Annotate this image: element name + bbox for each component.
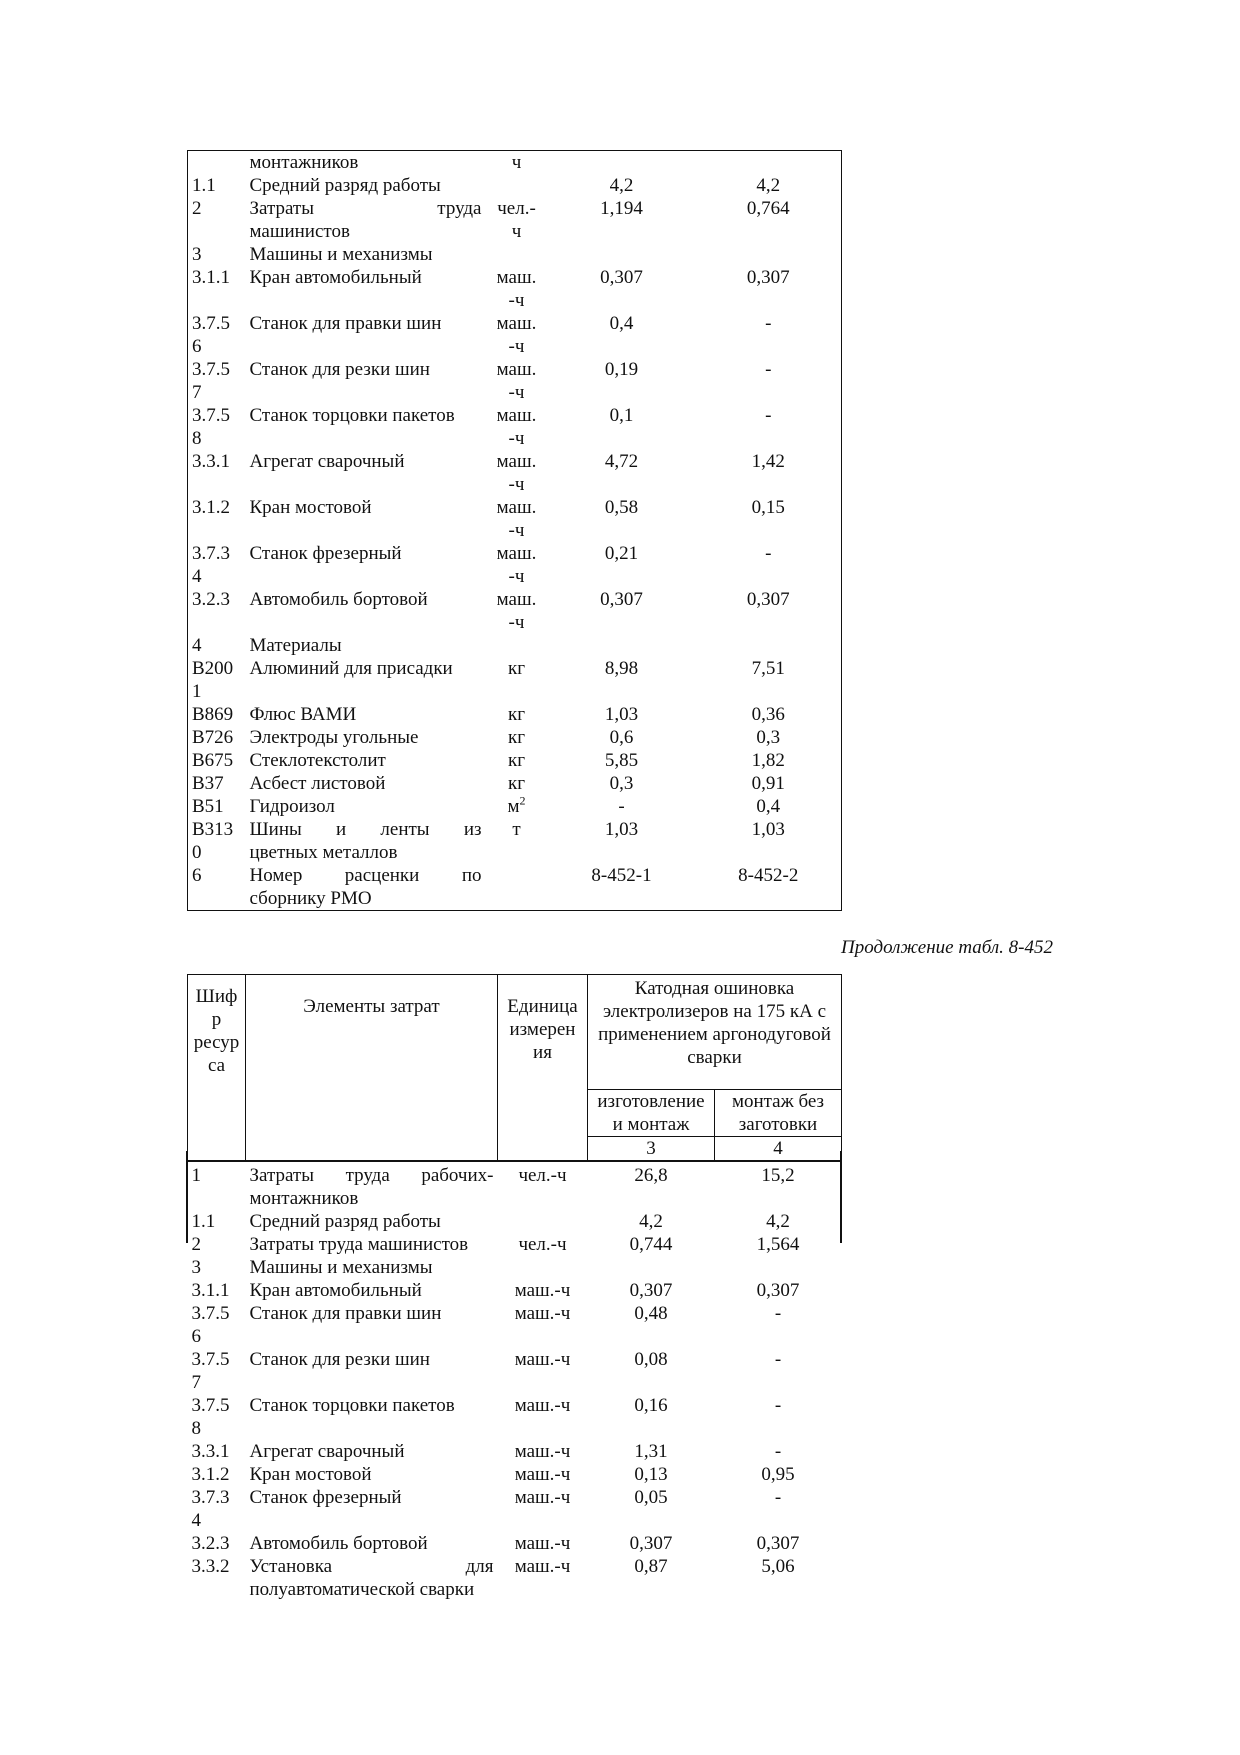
unit-part: -ч xyxy=(508,428,525,449)
cell-name: Автомобиль бортовой xyxy=(249,1533,428,1554)
table2-left-rule xyxy=(186,1151,188,1243)
unit-part: ч xyxy=(511,221,522,242)
cell-unit: кг xyxy=(507,773,526,794)
cell-name xyxy=(246,197,486,243)
name-part: цветных металлов xyxy=(249,842,398,863)
cell-name: Асбест листовой xyxy=(249,773,386,794)
cell-code: 3 xyxy=(192,244,202,265)
cell-code: 3.3.1 xyxy=(192,451,230,472)
table-row xyxy=(188,588,842,634)
table-row xyxy=(188,243,842,266)
table-row xyxy=(188,1394,842,1440)
header-unit-line: Единица xyxy=(507,996,578,1017)
cell-value-2: 1,82 xyxy=(751,750,785,771)
code-part: 3.7.5 xyxy=(192,313,230,334)
table-header-row xyxy=(188,975,842,1090)
unit-part: -ч xyxy=(508,566,525,587)
cell-value-2: - xyxy=(774,1487,782,1508)
cell-value-1: 0,1 xyxy=(609,405,634,426)
table-row xyxy=(188,496,842,542)
table-row xyxy=(188,703,842,726)
cell-name: Средний разряд работы xyxy=(249,175,441,196)
cell-value-2: - xyxy=(774,1441,782,1462)
cell-name: Кран автомобильный xyxy=(249,267,422,288)
table-row xyxy=(188,1440,842,1463)
cell-value-2: - xyxy=(774,1395,782,1416)
cell-code xyxy=(188,657,246,703)
cell-name xyxy=(246,1161,498,1210)
cell-code xyxy=(188,1486,246,1532)
cell-value-1: 0,58 xyxy=(604,497,639,518)
cell-name: Материалы xyxy=(249,635,342,656)
name-part: машинистов xyxy=(249,221,350,242)
name-part: Установка xyxy=(249,1556,333,1577)
cell-unit: маш.-ч xyxy=(514,1464,571,1485)
code-part: 7 xyxy=(192,382,202,403)
name-part: и xyxy=(336,819,347,840)
cell-code: 3.2.3 xyxy=(191,1533,230,1554)
cell-value-1: 0,3 xyxy=(609,773,634,794)
unit-text: м xyxy=(507,796,520,817)
cell-value-1: 1,03 xyxy=(604,704,639,725)
name-part: по xyxy=(461,865,482,886)
cell-code xyxy=(188,1348,246,1394)
cell-code: В869 xyxy=(192,704,234,725)
name-part: из xyxy=(463,819,482,840)
table-row xyxy=(188,1161,842,1210)
cell-value-1: 0,13 xyxy=(634,1464,668,1485)
code-part: 3.7.5 xyxy=(191,1395,230,1416)
cell-unit: т xyxy=(512,819,521,840)
table-row xyxy=(188,749,842,772)
unit-part: маш. xyxy=(496,267,537,288)
table-row xyxy=(188,657,842,703)
table-row xyxy=(188,864,842,911)
cell-value-1: 1,31 xyxy=(634,1441,668,1462)
unit-part: -ч xyxy=(508,336,525,357)
cell-code: 3.2.3 xyxy=(192,589,230,610)
cell-name: Кран мостовой xyxy=(249,1464,372,1485)
cell-value-2: 0,95 xyxy=(761,1464,795,1485)
cell-code: 1 xyxy=(188,1161,246,1210)
header-sub-1: изготовление и монтаж xyxy=(588,1090,715,1137)
table-row xyxy=(188,197,842,243)
cell-code xyxy=(188,1394,246,1440)
cell-unit: маш.-ч xyxy=(514,1280,571,1301)
cell-value-2: 0,764 xyxy=(746,198,790,219)
name-part: сборнику РМО xyxy=(249,888,372,909)
cell-unit: кг xyxy=(507,750,526,771)
table-row xyxy=(188,1279,842,1302)
cell-name: Алюминий для присадки xyxy=(249,658,453,679)
name-part: Номер xyxy=(249,865,303,886)
cell-code: 3.3.2 xyxy=(191,1556,230,1577)
cell-code: 2 xyxy=(192,198,202,219)
cell-value-2: 4,2 xyxy=(756,175,781,196)
cell-value-1: 0,307 xyxy=(629,1280,673,1301)
unit-part: -ч xyxy=(508,382,525,403)
table-row xyxy=(188,1233,842,1256)
cell-name: Станок фрезерный xyxy=(249,543,402,564)
cell-value-2: 0,307 xyxy=(756,1533,800,1554)
table-row xyxy=(188,1210,842,1233)
header-code-line: р xyxy=(211,1009,222,1030)
name-part: труда xyxy=(345,1165,390,1186)
cell-value-1: 0,19 xyxy=(604,359,639,380)
table-row xyxy=(188,1486,842,1532)
code-part: 3.7.5 xyxy=(192,359,230,380)
cell-unit: чел.-ч xyxy=(518,1234,567,1255)
code-part: 0 xyxy=(192,842,202,863)
cell-unit xyxy=(486,358,548,404)
code-part: 7 xyxy=(191,1372,201,1393)
cell-value-1: 0,48 xyxy=(634,1303,668,1324)
name-part: полуавтоматической сварки xyxy=(249,1579,475,1600)
name-part: для xyxy=(465,1556,494,1577)
cell-name: Станок для правки шин xyxy=(249,1303,442,1324)
header-code-line: ресур xyxy=(193,1032,240,1053)
cell-unit: ч xyxy=(511,152,522,173)
table-row xyxy=(188,726,842,749)
resource-table-part2 xyxy=(187,974,842,1601)
table-row xyxy=(188,312,842,358)
cell-name xyxy=(246,864,486,911)
cell-unit: чел.-ч xyxy=(498,1161,588,1210)
cell-code: В51 xyxy=(192,796,224,817)
unit-superscript: 2 xyxy=(519,793,526,808)
cell-name: Станок для правки шин xyxy=(249,313,442,334)
cell-name: Станок для резки шин xyxy=(249,1349,430,1370)
table-row xyxy=(188,1532,842,1555)
table-row xyxy=(188,772,842,795)
cell-value-2: 1,564 xyxy=(756,1234,800,1255)
cell-name: Станок торцовки пакетов xyxy=(249,1395,455,1416)
header-num-4: 4 xyxy=(715,1137,842,1162)
table-row xyxy=(188,795,842,818)
cell-value-1: 4,2 xyxy=(609,175,634,196)
cell-code: 4 xyxy=(192,635,202,656)
unit-part: -ч xyxy=(508,290,525,311)
name-part: труда xyxy=(437,198,482,219)
table-row xyxy=(188,1348,842,1394)
cell-name: Стеклотекстолит xyxy=(249,750,386,771)
cell-value-1: 0,4 xyxy=(609,313,634,334)
cell-value-1: 0,744 xyxy=(629,1234,673,1255)
cell-name: Гидроизол xyxy=(249,796,335,817)
cell-value-1: 8-452-1 xyxy=(591,865,652,886)
cell-value-2: 0,307 xyxy=(756,1280,800,1301)
code-part: 6 xyxy=(192,336,202,357)
code-part: 3.7.3 xyxy=(191,1487,230,1508)
cell-name: монтажников xyxy=(249,152,359,173)
cell-code xyxy=(188,542,246,588)
table2-right-rule xyxy=(840,1151,842,1243)
cell-name: Затраты труда машинистов xyxy=(249,1234,469,1255)
header-unit-line: измерен xyxy=(509,1019,576,1040)
cell-unit: маш.-ч xyxy=(514,1533,571,1554)
cell-value-1: 0,05 xyxy=(634,1487,668,1508)
cell-code: 3.1.2 xyxy=(192,497,230,518)
cell-code xyxy=(188,312,246,358)
cell-value-2: - xyxy=(774,1349,782,1370)
name-part: монтажников xyxy=(249,1188,359,1209)
cell-unit: кг xyxy=(507,727,526,748)
cell-value-2: 0,3 xyxy=(756,727,781,748)
name-part: Затраты xyxy=(249,1165,315,1186)
unit-part: маш. xyxy=(496,589,537,610)
cell-unit xyxy=(486,496,548,542)
unit-part: маш. xyxy=(496,543,537,564)
name-part: расценки xyxy=(344,865,420,886)
cell-value-1: 0,307 xyxy=(629,1533,673,1554)
cell-unit: маш.-ч xyxy=(514,1441,571,1462)
cell-value-1: 0,6 xyxy=(609,727,634,748)
code-part: 8 xyxy=(192,428,202,449)
cell-name: Станок фрезерный xyxy=(249,1487,402,1508)
cell-unit: кг xyxy=(507,658,526,679)
cell-name: Электроды угольные xyxy=(249,727,419,748)
cell-value-2: - xyxy=(765,359,772,380)
header-sub-2: монтаж без заготовки xyxy=(715,1090,842,1137)
cell-value-2: - xyxy=(765,313,772,334)
unit-part: маш. xyxy=(496,405,537,426)
code-part: В200 xyxy=(192,658,234,679)
cell-value-1: 4,72 xyxy=(604,451,639,472)
header-unit-line: ия xyxy=(533,1042,552,1063)
unit-part: маш. xyxy=(496,451,537,472)
cell-unit: маш.-ч xyxy=(514,1349,571,1370)
table-row xyxy=(188,266,842,312)
cell-unit xyxy=(486,542,548,588)
cell-unit: маш.-ч xyxy=(514,1303,571,1324)
cell-unit xyxy=(486,266,548,312)
unit-part: чел.- xyxy=(497,198,536,219)
cell-value-2: 5,06 xyxy=(761,1556,795,1577)
cell-unit: маш.-ч xyxy=(514,1395,571,1416)
table-row xyxy=(188,634,842,657)
table-row xyxy=(188,151,842,175)
cell-name: Флюс ВАМИ xyxy=(249,704,357,725)
cell-value-1: 0,307 xyxy=(600,589,643,610)
cell-value-1: 26,8 xyxy=(588,1161,715,1210)
cell-value-2: 1,42 xyxy=(751,451,785,472)
cell-value-2: 7,51 xyxy=(751,658,785,679)
table-row xyxy=(188,450,842,496)
name-part: ленты xyxy=(380,819,430,840)
cell-code: 2 xyxy=(191,1234,201,1255)
cell-value-1: 0,87 xyxy=(634,1556,668,1577)
unit-part: маш. xyxy=(496,359,537,380)
cell-value-2: - xyxy=(774,1303,782,1324)
cell-value-1: 0,21 xyxy=(604,543,639,564)
header-name-text: Элементы затрат xyxy=(303,996,440,1017)
cell-code xyxy=(188,1302,246,1348)
cell-code xyxy=(188,404,246,450)
cell-unit: кг xyxy=(507,704,526,725)
header-group xyxy=(588,975,842,1090)
unit-part: маш. xyxy=(496,313,537,334)
cell-unit xyxy=(486,450,548,496)
cell-code: 3.1.2 xyxy=(191,1464,230,1485)
code-part: 8 xyxy=(191,1418,201,1439)
code-part: 4 xyxy=(191,1510,201,1531)
header-code xyxy=(188,975,246,1162)
cell-name: Кран мостовой xyxy=(249,497,372,518)
cell-name: Машины и механизмы xyxy=(249,244,433,265)
code-part: 3.7.5 xyxy=(191,1303,230,1324)
cell-value-2: 15,2 xyxy=(715,1161,842,1210)
cell-code xyxy=(188,358,246,404)
cell-name xyxy=(246,1555,498,1601)
table-row xyxy=(188,174,842,197)
cell-code: 1.1 xyxy=(192,175,216,196)
cell-value-2: 4,2 xyxy=(766,1211,790,1232)
code-part: 4 xyxy=(192,566,202,587)
cell-name: Станок торцовки пакетов xyxy=(249,405,455,426)
cell-value-2: 8-452-2 xyxy=(738,865,799,886)
cell-name: Агрегат сварочный xyxy=(249,451,405,472)
cell-unit: маш.-ч xyxy=(514,1556,571,1577)
table-row xyxy=(188,542,842,588)
header-code-line: Шиф xyxy=(195,986,238,1007)
cell-value-1: 1,03 xyxy=(604,819,639,840)
table-row xyxy=(188,1463,842,1486)
cell-name xyxy=(246,818,486,864)
table-row xyxy=(188,818,842,864)
table-row xyxy=(188,1302,842,1348)
cell-value-1: - xyxy=(618,796,625,817)
cell-code: 3.3.1 xyxy=(191,1441,230,1462)
cell-unit xyxy=(486,404,548,450)
code-part: 1 xyxy=(192,681,202,702)
cell-value-2: 1,03 xyxy=(751,819,785,840)
cell-value-1: 0,16 xyxy=(634,1395,668,1416)
cell-code: 3.1.1 xyxy=(192,267,230,288)
cell-value-2: - xyxy=(765,405,772,426)
cell-code xyxy=(188,818,246,864)
cell-name: Агрегат сварочный xyxy=(249,1441,405,1462)
cell-name: Машины и механизмы xyxy=(249,1257,433,1278)
unit-part: -ч xyxy=(508,520,525,541)
cell-value-2: 0,15 xyxy=(751,497,785,518)
cell-value-2: 0,307 xyxy=(746,267,790,288)
table-row xyxy=(188,358,842,404)
header-group-text: Катодная ошиновка электролизеров на 175 кА с применением аргонодуговой сварки xyxy=(598,978,831,1068)
cell-unit xyxy=(486,312,548,358)
table-row xyxy=(188,1555,842,1601)
cell-code: В675 xyxy=(192,750,234,771)
cell-unit: маш.-ч xyxy=(514,1487,571,1508)
cell-code: 3 xyxy=(191,1257,201,1278)
resource-table-part1 xyxy=(187,150,842,911)
unit-part: -ч xyxy=(508,474,525,495)
table-caption: Продолжение табл. 8-452 xyxy=(840,937,1053,958)
cell-code: 1.1 xyxy=(191,1211,216,1232)
cell-value-1: 0,08 xyxy=(634,1349,668,1370)
cell-value-2: - xyxy=(765,543,772,564)
name-part: Затраты xyxy=(249,198,315,219)
cell-value-1: 4,2 xyxy=(639,1211,663,1232)
cell-value-1: 0,307 xyxy=(600,267,643,288)
cell-code: 6 xyxy=(192,865,202,886)
code-part: 3.7.3 xyxy=(192,543,230,564)
table-row xyxy=(188,1256,842,1279)
header-unit xyxy=(498,975,588,1162)
code-part: В313 xyxy=(192,819,234,840)
cell-unit xyxy=(486,795,548,818)
name-part: рабочих- xyxy=(421,1165,494,1186)
cell-unit xyxy=(486,588,548,634)
cell-value-2: 0,91 xyxy=(751,773,785,794)
header-name xyxy=(246,975,498,1162)
cell-name: Средний разряд работы xyxy=(249,1211,441,1232)
cell-value-1: 5,85 xyxy=(604,750,639,771)
cell-value-1: 8,98 xyxy=(604,658,639,679)
header-num-3: 3 xyxy=(588,1137,715,1162)
code-part: 3.7.5 xyxy=(192,405,230,426)
cell-value-2: 0,36 xyxy=(751,704,785,725)
cell-name: Автомобиль бортовой xyxy=(249,589,428,610)
cell-value-2: 0,4 xyxy=(756,796,781,817)
code-part: 6 xyxy=(191,1326,201,1347)
header-code-line: са xyxy=(207,1055,226,1076)
cell-unit xyxy=(486,197,548,243)
cell-value-1: 1,194 xyxy=(600,198,643,219)
unit-part: маш. xyxy=(496,497,537,518)
cell-name: Станок для резки шин xyxy=(249,359,430,380)
code-part: 3.7.5 xyxy=(191,1349,230,1370)
cell-value-2: 0,307 xyxy=(746,589,790,610)
cell-code: В726 xyxy=(192,727,234,748)
name-part: Шины xyxy=(249,819,302,840)
cell-code: В37 xyxy=(192,773,224,794)
table-row xyxy=(188,404,842,450)
cell-name: Кран автомобильный xyxy=(249,1280,422,1301)
cell-code: 3.1.1 xyxy=(191,1280,230,1301)
unit-part: -ч xyxy=(508,612,525,633)
